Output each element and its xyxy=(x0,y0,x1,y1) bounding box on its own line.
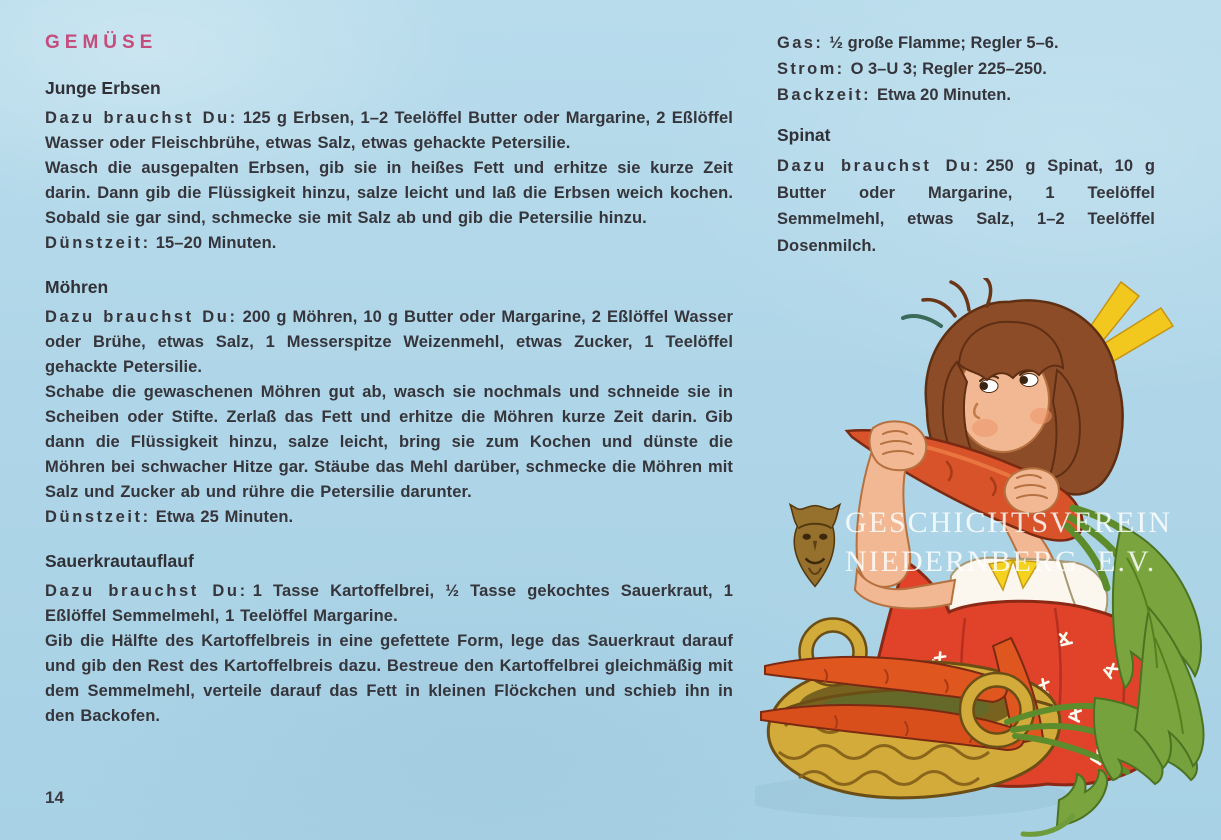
ingredients-lead-label: Dazu brauchst Du: xyxy=(45,582,248,600)
ingredients-paragraph xyxy=(777,153,1155,259)
setting-label: Strom: xyxy=(777,60,845,78)
ingredients-text: 200 g Möhren, 10 g Butter oder Margarine, 2 Eßlöffel Wasser oder Brühe, etwas Salz, 1 Messerspitze Weizenmehl, etwas Zucker, 1 Teelöffel gehackte Petersilie. xyxy=(45,308,733,376)
ingredients-paragraph xyxy=(45,579,733,629)
cooking-time xyxy=(45,505,733,530)
recipe-section-sauerkrautauflauf xyxy=(45,551,733,729)
instructions-paragraph: Gib die Hälfte des Kartoffelbreis in eine gefettete Form, lege das Sauerkraut darauf und gib den Rest des Kartoffelbreis dazu. Bestreue den Kartoffelbrei gleichmäßig mit dem Semmelmehl, verteile darauf das Fett in kleinen Flöckchen und schieb ihn in den Backofen. xyxy=(45,632,733,725)
setting-value: Etwa 20 Minuten. xyxy=(877,86,1011,104)
setting-gas xyxy=(777,30,1155,56)
watermark-line2: NIEDERNBERG E.V. xyxy=(845,545,1157,578)
recipe-title: Möhren xyxy=(45,277,109,297)
right-column xyxy=(777,30,1155,280)
watermark xyxy=(845,503,1173,581)
page-title: GEMÜSE xyxy=(45,32,158,53)
recipe-section-moehren xyxy=(45,277,733,530)
time-label: Dünstzeit: xyxy=(45,234,151,252)
time-value: Etwa 25 Minuten. xyxy=(155,508,294,526)
recipe-section-spinat xyxy=(777,125,1155,259)
recipe-section-junge-erbsen xyxy=(45,78,733,256)
setting-label: Gas: xyxy=(777,34,824,52)
ingredients-paragraph xyxy=(45,106,733,156)
ingredients-lead-label: Dazu brauchst Du: xyxy=(45,109,238,127)
setting-value: ½ große Flamme; Regler 5–6. xyxy=(829,34,1059,52)
instructions-paragraph: Wasch die ausgepalten Erbsen, gib sie in heißes Fett und erhitze sie kurze Zeit darin. Dann gib die Flüssigkeit hinzu, salze leicht und laß die Erbsen weich kochen. Sobald sie gar sind, schmecke sie mit Salz ab und gib die Petersilie hinzu. xyxy=(45,159,733,227)
recipe-title: Junge Erbsen xyxy=(45,78,161,98)
mask-crest-icon xyxy=(786,500,844,590)
setting-value: O 3–U 3; Regler 225–250. xyxy=(850,60,1047,78)
ingredients-text: 1 Tasse Kartoffelbrei, ½ Tasse gekochtes Sauerkraut, 1 Eßlöffel Semmelmehl, 1 Teelöffel Margarine. xyxy=(45,582,734,625)
ingredients-text: 125 g Erbsen, 1–2 Teelöffel Butter oder Margarine, 2 Eßlöffel Wasser oder Fleischbrühe, etwas Salz, etwas gehackte Petersilie. xyxy=(45,109,733,152)
ingredients-lead-label: Dazu brauchst Du: xyxy=(777,157,981,175)
left-column xyxy=(45,32,733,750)
setting-backzeit xyxy=(777,82,1155,108)
cooking-time xyxy=(45,231,733,256)
ingredients-text: 250 g Spinat, 10 g Butter oder Margarine, 1 Teelöffel Semmelmehl, etwas Salz, 1–2 Teelöffel Dosenmilch. xyxy=(777,157,1155,255)
watermark-line1: GESCHICHTSVEREIN xyxy=(845,506,1173,539)
ingredients-paragraph xyxy=(45,305,733,380)
ingredients-lead-label: Dazu brauchst Du: xyxy=(45,308,238,326)
time-value: 15–20 Minuten. xyxy=(155,234,277,252)
recipe-title: Spinat xyxy=(777,125,831,145)
page-number: 14 xyxy=(45,788,64,807)
instructions-paragraph: Schabe die gewaschenen Möhren gut ab, wasch sie nochmals und schneide sie in Scheiben oder Stifte. Zerlaß das Fett und erhitze die Möhren kurze Zeit darin. Gib dann die Flüssigkeit hinzu, salze leicht, bring sie zum Kochen und dünste die Möhren bei schwacher Hitze gar. Stäube das Mehl darüber, schmecke die Möhren mit Salz und Zucker ab und rühre die Petersilie darunter. xyxy=(45,383,733,501)
oven-settings xyxy=(777,30,1155,108)
time-label: Dünstzeit: xyxy=(45,508,151,526)
recipe-title: Sauerkrautauflauf xyxy=(45,551,194,571)
setting-label: Backzeit: xyxy=(777,86,872,104)
setting-strom xyxy=(777,56,1155,82)
